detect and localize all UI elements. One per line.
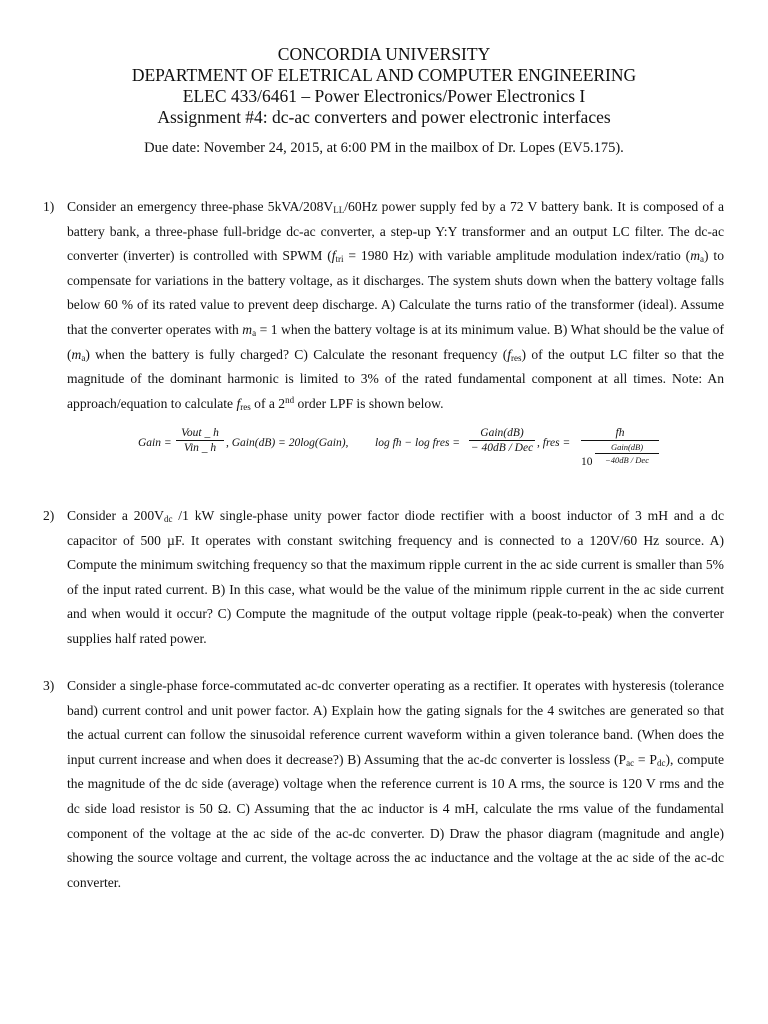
symbol: m (690, 248, 701, 264)
symbol: f (331, 248, 336, 264)
subscript: dc (163, 514, 173, 524)
subscript: res (511, 352, 522, 363)
fraction-bar (469, 440, 535, 441)
fraction-bar (581, 440, 659, 441)
question-text: of a 2 (250, 395, 286, 411)
question-3 (43, 674, 725, 895)
subscript: ac (626, 757, 635, 768)
course-title: ELEC 433/6461 – Power Electronics/Power Electronics I (182, 86, 586, 106)
superscript: nd (285, 394, 295, 405)
question-text: = 1 when the battery voltage is at its minimum value. B) What should be the value of ( (67, 321, 724, 362)
fraction-bar (176, 440, 224, 441)
eq-log-fraction (469, 427, 535, 454)
eq-fres-lhs: , fres = (537, 437, 571, 449)
eq-gain-denominator: Vin _ h (183, 442, 217, 454)
subscript: LL (333, 205, 345, 215)
subscript: a (81, 352, 86, 363)
question-text: /60Hz power supply fed by a 72 V battery bank. It is composed of a battery bank, a three-phase full-bridge dc-ac converter, a step-up Y:Y transformer and an output LC filter. The dc-ac converter (inverter) is controlled with SPWM ( (67, 199, 724, 264)
eq-gain-db: , Gain(dB) = 20log(Gain), (226, 437, 349, 449)
question-text: ) of the output LC filter so that the magnitude of the dominant harmonic is limited to 3% of the rated fundamental component at all times. Note: An approach/equation to calculate (67, 346, 724, 411)
question-text: ), compute the magnitude of the dc side (average) voltage when the reference current is 10 A rms, the source is 120 V rms and the dc side load resistor is 50 Ω. C) Assuming that the ac inductor is 4 mH, calculate the rms value of the fundamental component of the voltage at the ac side of the ac-dc converter. D) Draw the phasor diagram (magnitude and angle) showing the source voltage and current, the voltage across the ac inductance and the voltage at the ac side of the ac-dc converter. (67, 751, 725, 890)
document-header (0, 44, 768, 128)
eq-gain-lhs: Gain = (138, 437, 172, 449)
eq-exp-numerator: Gain(dB) (610, 442, 644, 452)
eq-log-denominator: − 40dB / Dec (470, 442, 534, 454)
subscript: tri (335, 254, 344, 265)
eq-exp-denominator: −40dB / Dec (605, 455, 649, 465)
eq-fres-numerator: fh (615, 427, 625, 439)
eq-gain-numerator: Vout _ h (181, 427, 219, 439)
question-text: order LPF is shown below. (294, 395, 444, 411)
question-text: Consider a 200V (67, 508, 164, 523)
eq-log-numerator: Gain(dB) (480, 427, 524, 439)
subscript: dc (656, 757, 666, 768)
question-2 (43, 504, 724, 652)
question-text: ) to compensate for variations in the battery voltage, as it discharges. The system shuts down when the battery voltage falls below 60 % of its rated value to prevent deep discharge. A) Calculate the turns ratio of the transformer (ideal). Assume that the converter operates with (67, 248, 724, 337)
eq-fres-base: 10 (581, 456, 593, 468)
symbol: m (71, 346, 82, 362)
symbol: m (242, 321, 253, 337)
eq-fres-denominator (581, 442, 659, 470)
eq-log-expr: log fh − log fres = (375, 437, 461, 449)
symbol: f (507, 346, 512, 362)
question-text: ) when the battery is fully charged? C) Calculate the resonant frequency ( (85, 346, 508, 362)
university-name: CONCORDIA UNIVERSITY (277, 44, 491, 64)
question-number: 1) (43, 199, 55, 214)
subscript: res (240, 401, 251, 412)
question-text: Consider a single-phase force-commutated ac-dc converter operating as a rectifier. It operates with hysteresis (tolerance band) current control and unit power factor. A) Explain how the gating signals for the 4 switches are generated so that the actual current can follow the sinusoidal reference current waveform within a given tolerance band. (When does the input current increase and when does it decrease?) B) Assuming that the ac-dc converter is lossless (P (67, 678, 724, 767)
subscript: a (700, 254, 705, 265)
symbol: f (236, 395, 241, 411)
question-text: Consider an emergency three-phase 5kVA/208V (67, 199, 334, 214)
due-date: Due date: November 24, 2015, at 6:00 PM in the mailbox of Dr. Lopes (EV5.175). (144, 140, 624, 156)
eq-fres-fraction (581, 427, 659, 470)
question-number: 3) (43, 678, 55, 693)
fraction-bar (595, 453, 659, 454)
question-text: /1 kW single-phase unity power factor diode rectifier with a boost inductor of 3 mH and a dc capacitor of 500 µF. It operates with constant switching frequency and is connected to a 120V/60 Hz source. A) Compute the minimum switching frequency so that the maximum ripple current in the ac side current is smaller than 5% of the input rated current. B) In this case, what would be the value of the minimum ripple current in the ac side current and when would it occur? C) Compute the magnitude of the output voltage ripple (peak-to-peak) when the converter supplies half rated power. (67, 508, 724, 646)
eq-gain-fraction (176, 427, 224, 454)
question-text: = 1980 Hz) with variable amplitude modulation index/ratio ( (343, 248, 691, 264)
question-1 (43, 195, 724, 416)
question-number: 2) (43, 508, 55, 523)
question-text: = P (634, 751, 657, 767)
eq-fres-exponent (595, 442, 659, 465)
department-name: DEPARTMENT OF ELETRICAL AND COMPUTER ENGINEERING (131, 65, 637, 85)
assignment-title: Assignment #4: dc-ac converters and power electronic interfaces (157, 107, 611, 127)
subscript: a (252, 327, 257, 338)
